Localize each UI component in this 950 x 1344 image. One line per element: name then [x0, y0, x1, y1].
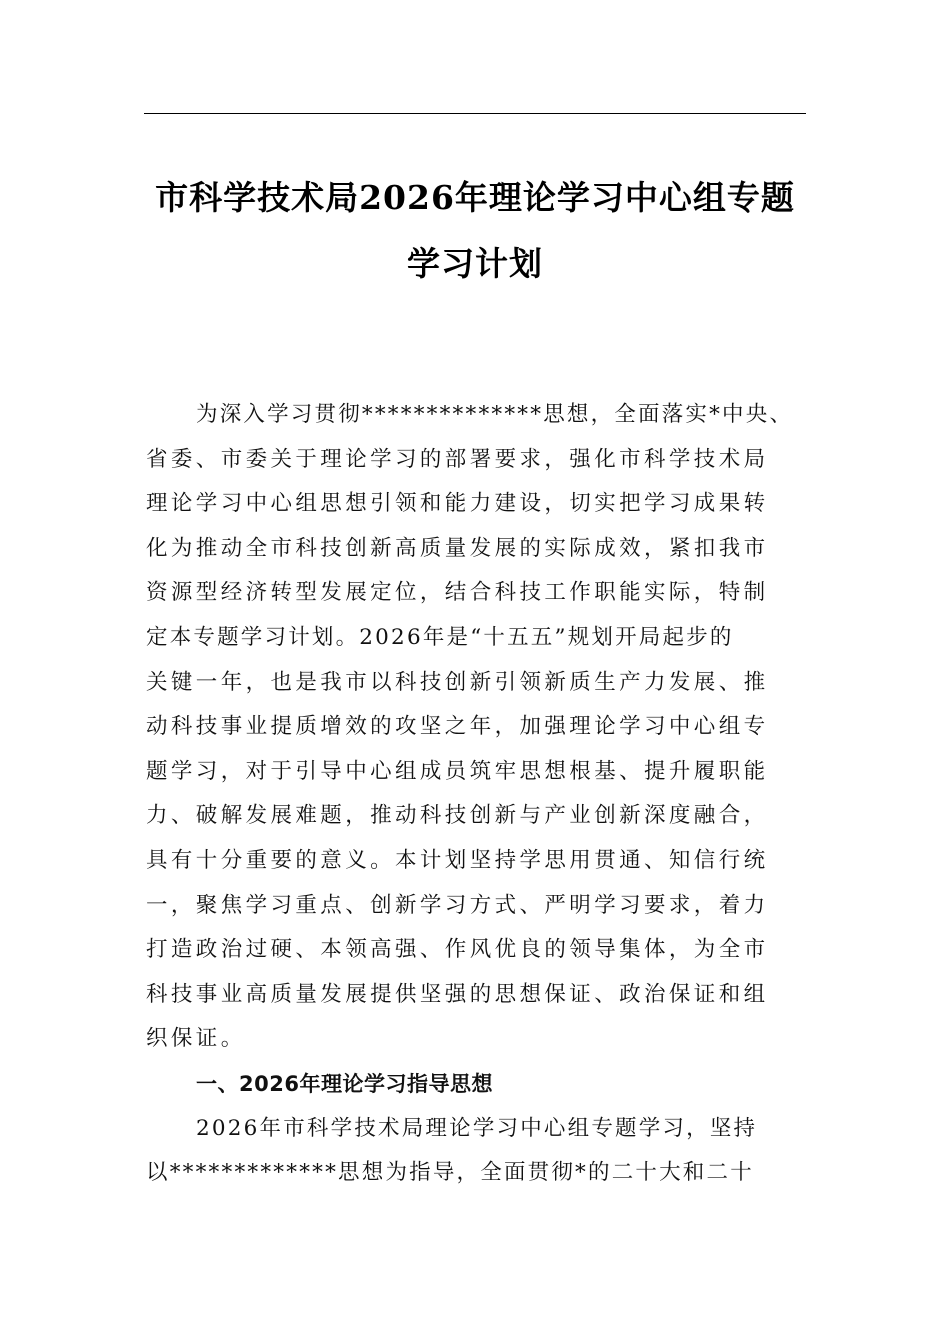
intro-line: 打造政治过硬、本领高强、作风优良的领导集体，为全市	[146, 937, 769, 963]
title-line-2: 学习计划	[407, 244, 543, 283]
section-line: 以*************思想为指导，全面贯彻*的二十大和二十	[146, 1160, 754, 1186]
section-line: 2026年市科学技术局理论学习中心组专题学习，坚持	[196, 1115, 758, 1141]
intro-line: 一，聚焦学习重点、创新学习方式、严明学习要求，着力	[146, 892, 769, 918]
intro-line: 力、破解发展难题，推动科技创新与产业创新深度融合，	[146, 803, 769, 829]
intro-line: 化为推动全市科技创新高质量发展的实际成效，紧扣我市	[146, 535, 769, 561]
intro-line: 具有十分重要的意义。本计划坚持学思用贯通、知信行统	[146, 847, 769, 873]
intro-line: 理论学习中心组思想引领和能力建设，切实把学习成果转	[146, 491, 769, 517]
header-rule	[144, 113, 806, 114]
intro-line: 为深入学习贯彻**************思想，全面落实*中央、	[196, 402, 794, 427]
intro-line: 科技事业高质量发展提供坚强的思想保证、政治保证和组	[146, 981, 769, 1007]
intro-line: 织保证。	[146, 1026, 246, 1052]
section-heading: 一、2026年理论学习指导思想	[196, 1071, 493, 1096]
intro-line: 定本专题学习计划。2026年是“十五五”规划开局起步的	[146, 624, 734, 650]
document-body	[146, 393, 808, 1196]
intro-line: 省委、市委关于理论学习的部署要求，强化市科学技术局	[146, 446, 769, 472]
intro-line: 关键一年，也是我市以科技创新引领新质生产力发展、推	[146, 669, 769, 695]
intro-line: 题学习，对于引导中心组成员筑牢思想根基、提升履职能	[146, 758, 769, 784]
title-line-1: 市科学技术局2026年理论学习中心组专题	[155, 178, 795, 217]
document-title	[100, 165, 850, 297]
intro-line: 资源型经济转型发展定位，结合科技工作职能实际，特制	[146, 580, 769, 606]
intro-line: 动科技事业提质增效的攻坚之年，加强理论学习中心组专	[146, 714, 769, 740]
